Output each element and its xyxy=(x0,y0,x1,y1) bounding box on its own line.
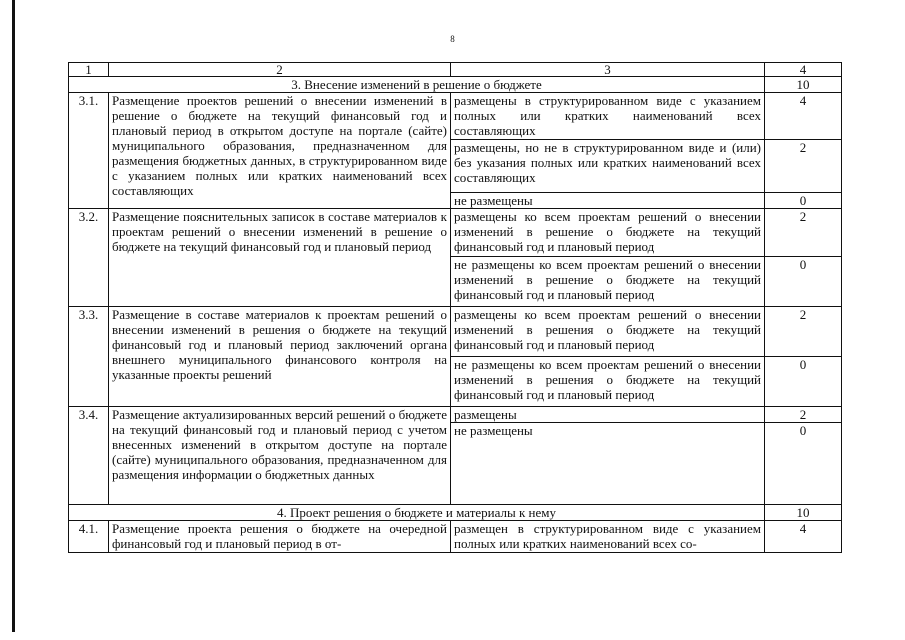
section-row xyxy=(69,505,842,521)
page-edge-bar xyxy=(12,0,15,632)
option-score: 4 xyxy=(765,93,842,140)
option-text: размещены xyxy=(451,407,765,423)
section-row xyxy=(69,77,842,93)
criterion-number: 3.3. xyxy=(69,307,109,407)
criterion-row xyxy=(69,407,842,423)
option-text: не размещены xyxy=(451,193,765,209)
criteria-table xyxy=(68,62,842,553)
option-text: размещены ко всем проектам решений о внесении изменений в решение о бюджете на текущий финансовый год и плановый период xyxy=(451,209,765,257)
criterion-number: 3.2. xyxy=(69,209,109,307)
option-text: не размещены ко всем проектам решений о внесении изменений в решение о бюджете на текущий финансовый год и плановый период xyxy=(451,257,765,307)
option-score: 0 xyxy=(765,257,842,307)
criterion-text: Размещение пояснительных записок в составе материалов к проектам решений о внесении изменений в решение о бюджете на текущий финансовый год и плановый период xyxy=(109,209,451,307)
section-title: 3. Внесение изменений в решение о бюджете xyxy=(69,77,765,93)
criterion-text: Размещение в составе материалов к проектам решений о внесении изменений в решения о бюджете на текущий финансовый год и плановый период заключений органа внешнего муниципального финансового контроля на указанные проекты решений xyxy=(109,307,451,407)
option-score: 0 xyxy=(765,357,842,407)
option-score: 0 xyxy=(765,423,842,505)
column-number-row xyxy=(69,63,842,77)
column-number: 2 xyxy=(109,63,451,77)
criterion-row xyxy=(69,209,842,257)
criterion-number: 4.1. xyxy=(69,521,109,553)
option-score: 0 xyxy=(765,193,842,209)
option-text: не размещены xyxy=(451,423,765,505)
criterion-row xyxy=(69,521,842,553)
criterion-row xyxy=(69,307,842,357)
option-score: 4 xyxy=(765,521,842,553)
option-text: размещены, но не в структурированном виде и (или) без указания полных или кратких наименований всех составляющих xyxy=(451,140,765,193)
criterion-text: Размещение проектов решений о внесении изменений в решение о бюджете на текущий финансовый год и плановый период в открытом доступе на портале (сайте) муниципального образования, предназначенном для размещения бюджетных данных, в структурированном виде с указанием полных или кратких наименований всех составляющих xyxy=(109,93,451,209)
column-number: 1 xyxy=(69,63,109,77)
page-number: 8 xyxy=(450,34,455,44)
option-score: 2 xyxy=(765,307,842,357)
option-score: 2 xyxy=(765,407,842,423)
column-number: 4 xyxy=(765,63,842,77)
option-text: размещен в структурированном виде с указанием полных или кратких наименований всех со- xyxy=(451,521,765,553)
option-text: не размещены ко всем проектам решений о внесении изменений в решения о бюджете на текущий финансовый год и плановый период xyxy=(451,357,765,407)
option-score: 2 xyxy=(765,209,842,257)
criterion-row xyxy=(69,93,842,140)
option-text: размещены в структурированном виде с указанием полных или кратких наименований всех составляющих xyxy=(451,93,765,140)
criterion-text: Размещение актуализированных версий решений о бюджете на текущий финансовый год и плановый период с учетом внесенных изменений в открытом доступе на портале (сайте) муниципального образования, предназначенном для размещения информации о бюджетных данных xyxy=(109,407,451,505)
criterion-number: 3.4. xyxy=(69,407,109,505)
section-score: 10 xyxy=(765,77,842,93)
option-text: размещены ко всем проектам решений о внесении изменений в решения о бюджете на текущий финансовый год и плановый период xyxy=(451,307,765,357)
criterion-text: Размещение проекта решения о бюджете на очередной финансовый год и плановый период в от- xyxy=(109,521,451,553)
column-number: 3 xyxy=(451,63,765,77)
criterion-number: 3.1. xyxy=(69,93,109,209)
section-score: 10 xyxy=(765,505,842,521)
option-score: 2 xyxy=(765,140,842,193)
section-title: 4. Проект решения о бюджете и материалы к нему xyxy=(69,505,765,521)
